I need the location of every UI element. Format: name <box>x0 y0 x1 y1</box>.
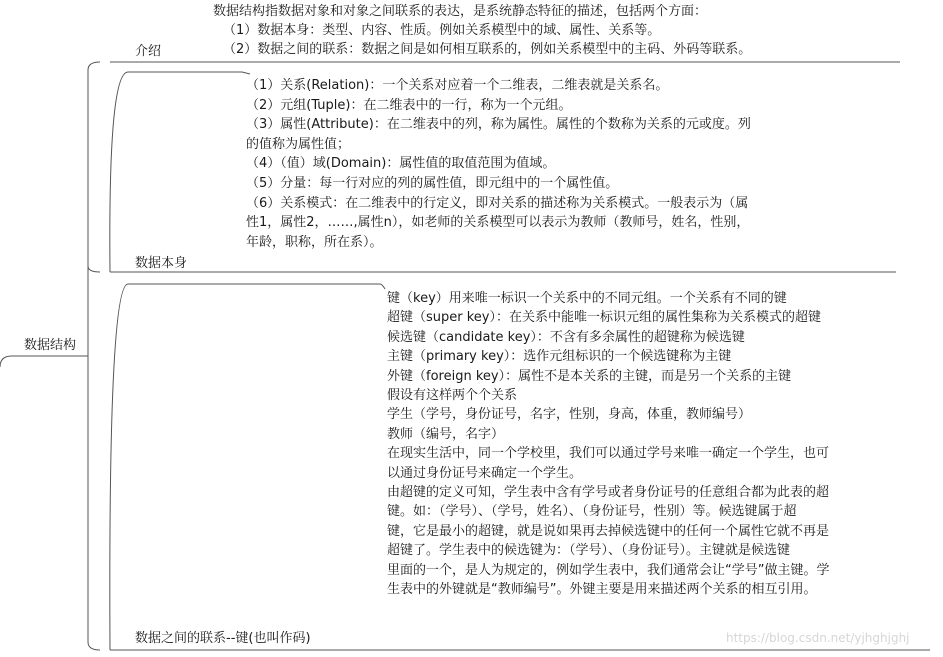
keys-line: 学生（学号，身份证号，名字，性别，身高，体重，教师编号） <box>387 407 752 423</box>
keys-line: 由超键的定义可知，学生表中含有学号或者身份证号的任意组合都为此表的超 <box>387 485 830 501</box>
intro-line: 数据结构指数据对象和对象之间联系的表达，是系统静态特征的描述，包括两个方面： <box>213 4 708 19</box>
data-itself-line: 性1，属性2，……,属性n），如老师的关系模型可以表示为教师（教师号，姓名，性别， <box>246 215 750 231</box>
data-itself-line: （2）元组(Tuple)：在二维表中的一行，称为一个元组。 <box>246 97 572 113</box>
keys-line: 键（key）用来唯一标识一个关系中的不同元组。一个关系有不同的键 <box>387 291 787 306</box>
keys-line: 假设有这样两个个关系 <box>387 388 518 404</box>
keys-line: 在现实生活中，同一个学校里，我们可以通过学号来唯一确定一个学生，也可 <box>387 446 830 462</box>
self-block-curve <box>110 72 250 272</box>
data-itself-line: 年龄，职称，所在系）。 <box>246 234 383 250</box>
intro-line: （2）数据之间的联系：数据之间是如何相互联系的，例如关系模型中的主码、外码等联系。 <box>223 42 752 57</box>
keys-text-block <box>387 289 829 600</box>
intro-text-block <box>213 2 751 59</box>
watermark-text: https://blog.csdn.net/yjhghjghj <box>726 631 910 645</box>
keys-line: 里面的一个，是人为规定的，例如学生表中，我们通常会让“学号”做主键。学 <box>387 562 830 578</box>
keys-line: 键。如：（学号）、（学号，姓名）、（身份证号，性别）等。候选键属于超 <box>387 504 797 520</box>
data-itself-line: （3）属性(Attribute)：在二维表中的列，称为属性。属性的个数称为关系的元或度。列 <box>246 117 751 133</box>
keys-line: 以通过身份证号来确定一个学生。 <box>387 465 583 481</box>
branch-label-intro: 介绍 <box>135 44 162 59</box>
branch-label-data-itself: 数据本身 <box>135 256 188 271</box>
data-itself-line: （6）关系模式：在二维表中的行定义，即对关系的描述称为关系模式。一般表示为（属 <box>246 195 749 211</box>
data-itself-line: （1）关系(Relation)：一个关系对应着一个二维表，二维表就是关系名。 <box>246 78 669 93</box>
keys-line: 主键（primary key）：选作元组标识的一个候选键称为主键 <box>387 349 732 365</box>
intro-line: （1）数据本身：类型、内容、性质。例如关系模型中的域、属性、关系等。 <box>223 23 661 38</box>
keys-line: 候选键（candidate key）：不含有多余属性的超键称为候选键 <box>387 329 745 345</box>
trunk-connector <box>88 62 100 650</box>
keys-line: 外键（foreign key）：属性不是本关系的主键，而是另一个关系的主键 <box>387 368 792 384</box>
keys-line: 生表中的外键就是“教师编号”。外键主要是用来描述两个关系的相互引用。 <box>387 582 817 598</box>
keys-line: 教师（编号，名字） <box>387 426 505 442</box>
branch-label-relations-keys: 数据之间的联系--键(也叫作码) <box>135 631 311 646</box>
root-label: 数据结构 <box>24 338 77 353</box>
data-itself-line: 的值称为属性值； <box>246 136 351 152</box>
keys-line: 超键了。学生表中的候选键为：（学号）、（身份证号）。主键就是候选键 <box>387 543 791 559</box>
data-itself-text-block <box>246 76 751 252</box>
keys-line: 键，它是最小的超键，就是说如果再去掉候选键中的任何一个属性它就不再是 <box>387 523 830 539</box>
root-underline <box>0 356 88 367</box>
relation-block-curve <box>110 284 385 650</box>
data-itself-line: （4）（值）域(Domain)：属性值的取值范围为值域。 <box>246 156 556 172</box>
data-itself-line: （5）分量：每一行对应的列的属性值，即元组中的一个属性值。 <box>246 175 619 191</box>
keys-line: 超键（super key）：在关系中能唯一标识元组的属性集称为关系模式的超键 <box>387 310 821 326</box>
